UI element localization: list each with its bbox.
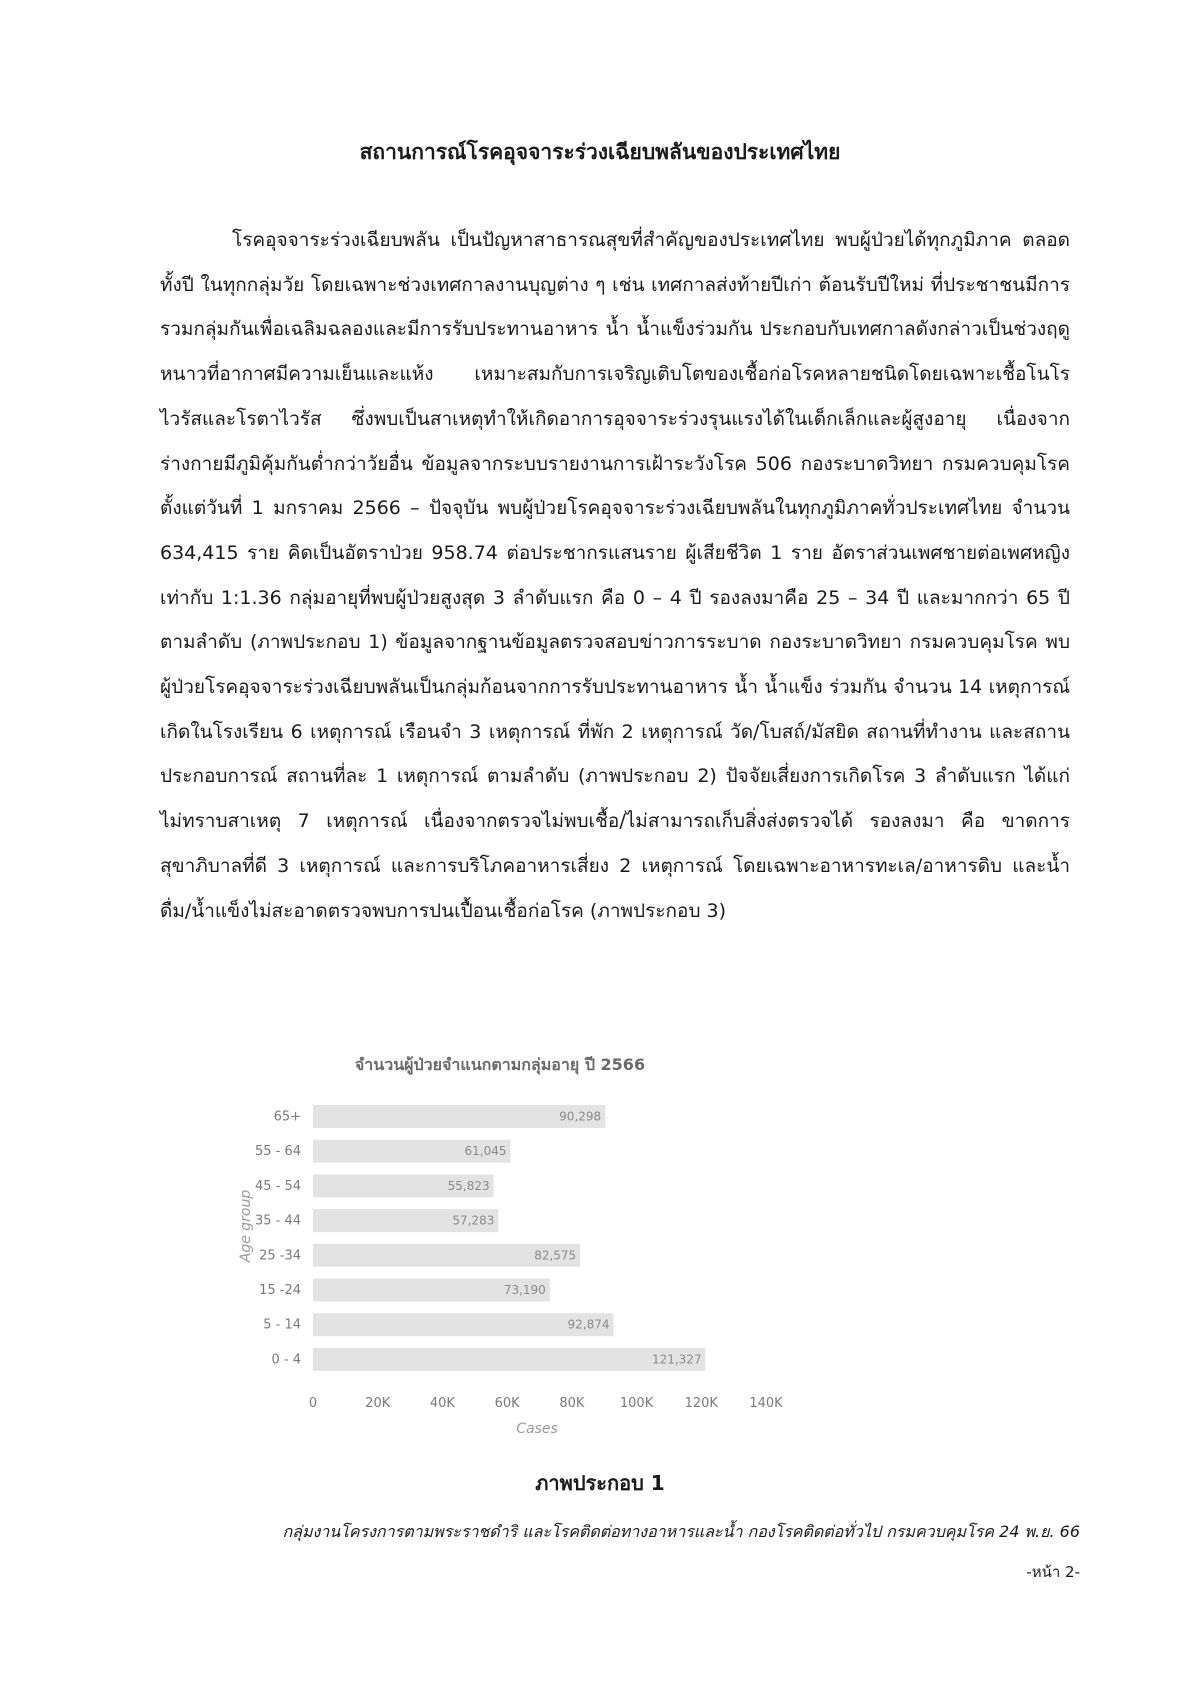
bar-value-label: 61,045 xyxy=(464,1144,507,1159)
bar-value-label: 55,823 xyxy=(447,1178,490,1193)
y-tick-label: 55 - 64 xyxy=(254,1144,301,1160)
bar-value-label: 57,283 xyxy=(452,1213,495,1228)
y-tick-label: 65+ xyxy=(273,1109,301,1125)
bar-value-label: 121,327 xyxy=(651,1352,702,1367)
x-tick-label: 80K xyxy=(559,1396,585,1411)
bar-7 xyxy=(313,1348,706,1371)
x-tick-label: 0 xyxy=(308,1396,318,1411)
age-group-bar-chart xyxy=(220,1030,800,1450)
x-tick-label: 120K xyxy=(684,1396,718,1411)
page-title: สถานการณ์โรคอุจจาระร่วงเฉียบพลันของประเทศไทย xyxy=(359,140,841,164)
x-tick-label: 100K xyxy=(619,1396,654,1411)
x-tick-label: 40K xyxy=(429,1396,455,1411)
bar-value-label: 73,190 xyxy=(503,1283,546,1297)
x-tick-label: 60K xyxy=(494,1396,520,1411)
x-tick-label: 140K xyxy=(749,1396,783,1411)
y-tick-label: 0 - 4 xyxy=(271,1352,301,1368)
bar-value-label: 82,575 xyxy=(534,1248,577,1263)
y-tick-label: 45 - 54 xyxy=(254,1178,301,1194)
chart-title: จำนวนผู้ป่วยจำแนกตามกลุ่มอายุ ปี 2566 xyxy=(354,1055,646,1074)
bar-value-label: 92,874 xyxy=(567,1317,610,1332)
figure-caption: ภาพประกอบ 1 xyxy=(535,1471,665,1495)
page-number: -หน้า 2- xyxy=(1026,1563,1080,1581)
y-tick-label: 15 -24 xyxy=(259,1283,301,1298)
y-tick-label: 5 - 14 xyxy=(263,1317,301,1333)
x-tick-label: 20K xyxy=(365,1396,391,1411)
y-axis-label: Age group xyxy=(238,1189,254,1263)
x-axis-label: Cases xyxy=(516,1421,558,1437)
bar-value-label: 90,298 xyxy=(559,1109,602,1124)
y-tick-label: 25 -34 xyxy=(259,1248,301,1264)
source-credit: กลุ่มงานโครงการตามพระราชดำริ และโรคติดต่อทางอาหารและน้ำ กองโรคติดต่อทั่วไป กรมควบคุมโรค 24 พ.ย. 66 xyxy=(282,1522,1080,1541)
body-paragraph: โรคอุจจาระร่วงเฉียบพลัน เป็นปัญหาสาธารณสุขที่สำคัญของประเทศไทย พบผู้ป่วยได้ทุกภูมิภาค ตลอดทั้งปี ในทุกกลุ่มวัย โดยเฉพาะช่วงเทศกาลงานบุญต่าง ๆ เช่น เทศกาลส่งท้ายปีเก่า ต้อนรับปีใหม่ ที่ประชาชนมีการรวมกลุ่มกันเพื่อเฉลิมฉลองและมีการรับประทานอาหาร น้ำ น้ำแข็งร่วมกัน ประกอบกับเทศกาลดังกล่าวเป็นช่วงฤดูหนาวที่อากาศมีความเย็นและแห้ง เหมาะสมกับการเจริญเติบโตของเชื้อก่อโรคหลายชนิดโดยเฉพาะเชื้อโนโรไวรัสและโรตาไวรัส ซึ่งพบเป็นสาเหตุทำให้เกิดอาการอุจจาระร่วงรุนแรงได้ในเด็กเล็กและผู้สูงอายุ เนื่องจากร่างกายมีภูมิคุ้มกันต่ำกว่าวัยอื่น ข้อมูลจากระบบรายงานการเฝ้าระวังโรค 506 กองระบาดวิทยา กรมควบคุมโรค ตั้งแต่วันที่ 1 มกราคม 2566 – ปัจจุบัน พบผู้ป่วยโรคอุจจาระร่วงเฉียบพลันในทุกภูมิภาคทั่วประเทศไทย จำนวน 634,415 ราย คิดเป็นอัตราป่วย 958.74 ต่อประชากรแสนราย ผู้เสียชีวิต 1 ราย อัตราส่วนเพศชายต่อเพศหญิงเท่ากับ 1:1.36 กลุ่มอายุที่พบผู้ป่วยสูงสุด 3 ลำดับแรก คือ 0 – 4 ปี รองลงมาคือ 25 – 34 ปี และมากกว่า 65 ปี ตามลำดับ (ภาพประกอบ 1) ข้อมูลจากฐานข้อมูลตรวจสอบข่าวการระบาด กองระบาดวิทยา กรมควบคุมโรค พบผู้ป่วยโรคอุจจาระร่วงเฉียบพลันเป็นกลุ่มก้อนจากการรับประทานอาหาร น้ำ น้ำแข็ง ร่วมกัน จำนวน 14 เหตุการณ์ เกิดในโรงเรียน 6 เหตุการณ์ เรือนจำ 3 เหตุการณ์ ที่พัก 2 เหตุการณ์ วัด/โบสถ์/มัสยิด สถานที่ทำงาน และสถานประกอบการณ์ สถานที่ละ 1 เหตุการณ์ ตามลำดับ (ภาพประกอบ 2) ปัจจัยเสี่ยงการเกิดโรค 3 ลำดับแรก ได้แก่ ไม่ทราบสาเหตุ 7 เหตุการณ์ เนื่องจากตรวจไม่พบเชื้อ/ไม่สามารถเก็บสิ่งส่งตรวจได้ รองลงมา คือ ขาดการสุขาภิบาลที่ดี 3 เหตุการณ์ และการบริโภคอาหารเสี่ยง 2 เหตุการณ์ โดยเฉพาะอาหารทะเล/อาหารดิบ และน้ำดื่ม/น้ำแข็งไม่สะอาดตรวจพบการปนเปื้อนเชื้อก่อโรค (ภาพประกอบ 3) xyxy=(160,229,1070,922)
y-tick-label: 35 - 44 xyxy=(254,1213,301,1229)
